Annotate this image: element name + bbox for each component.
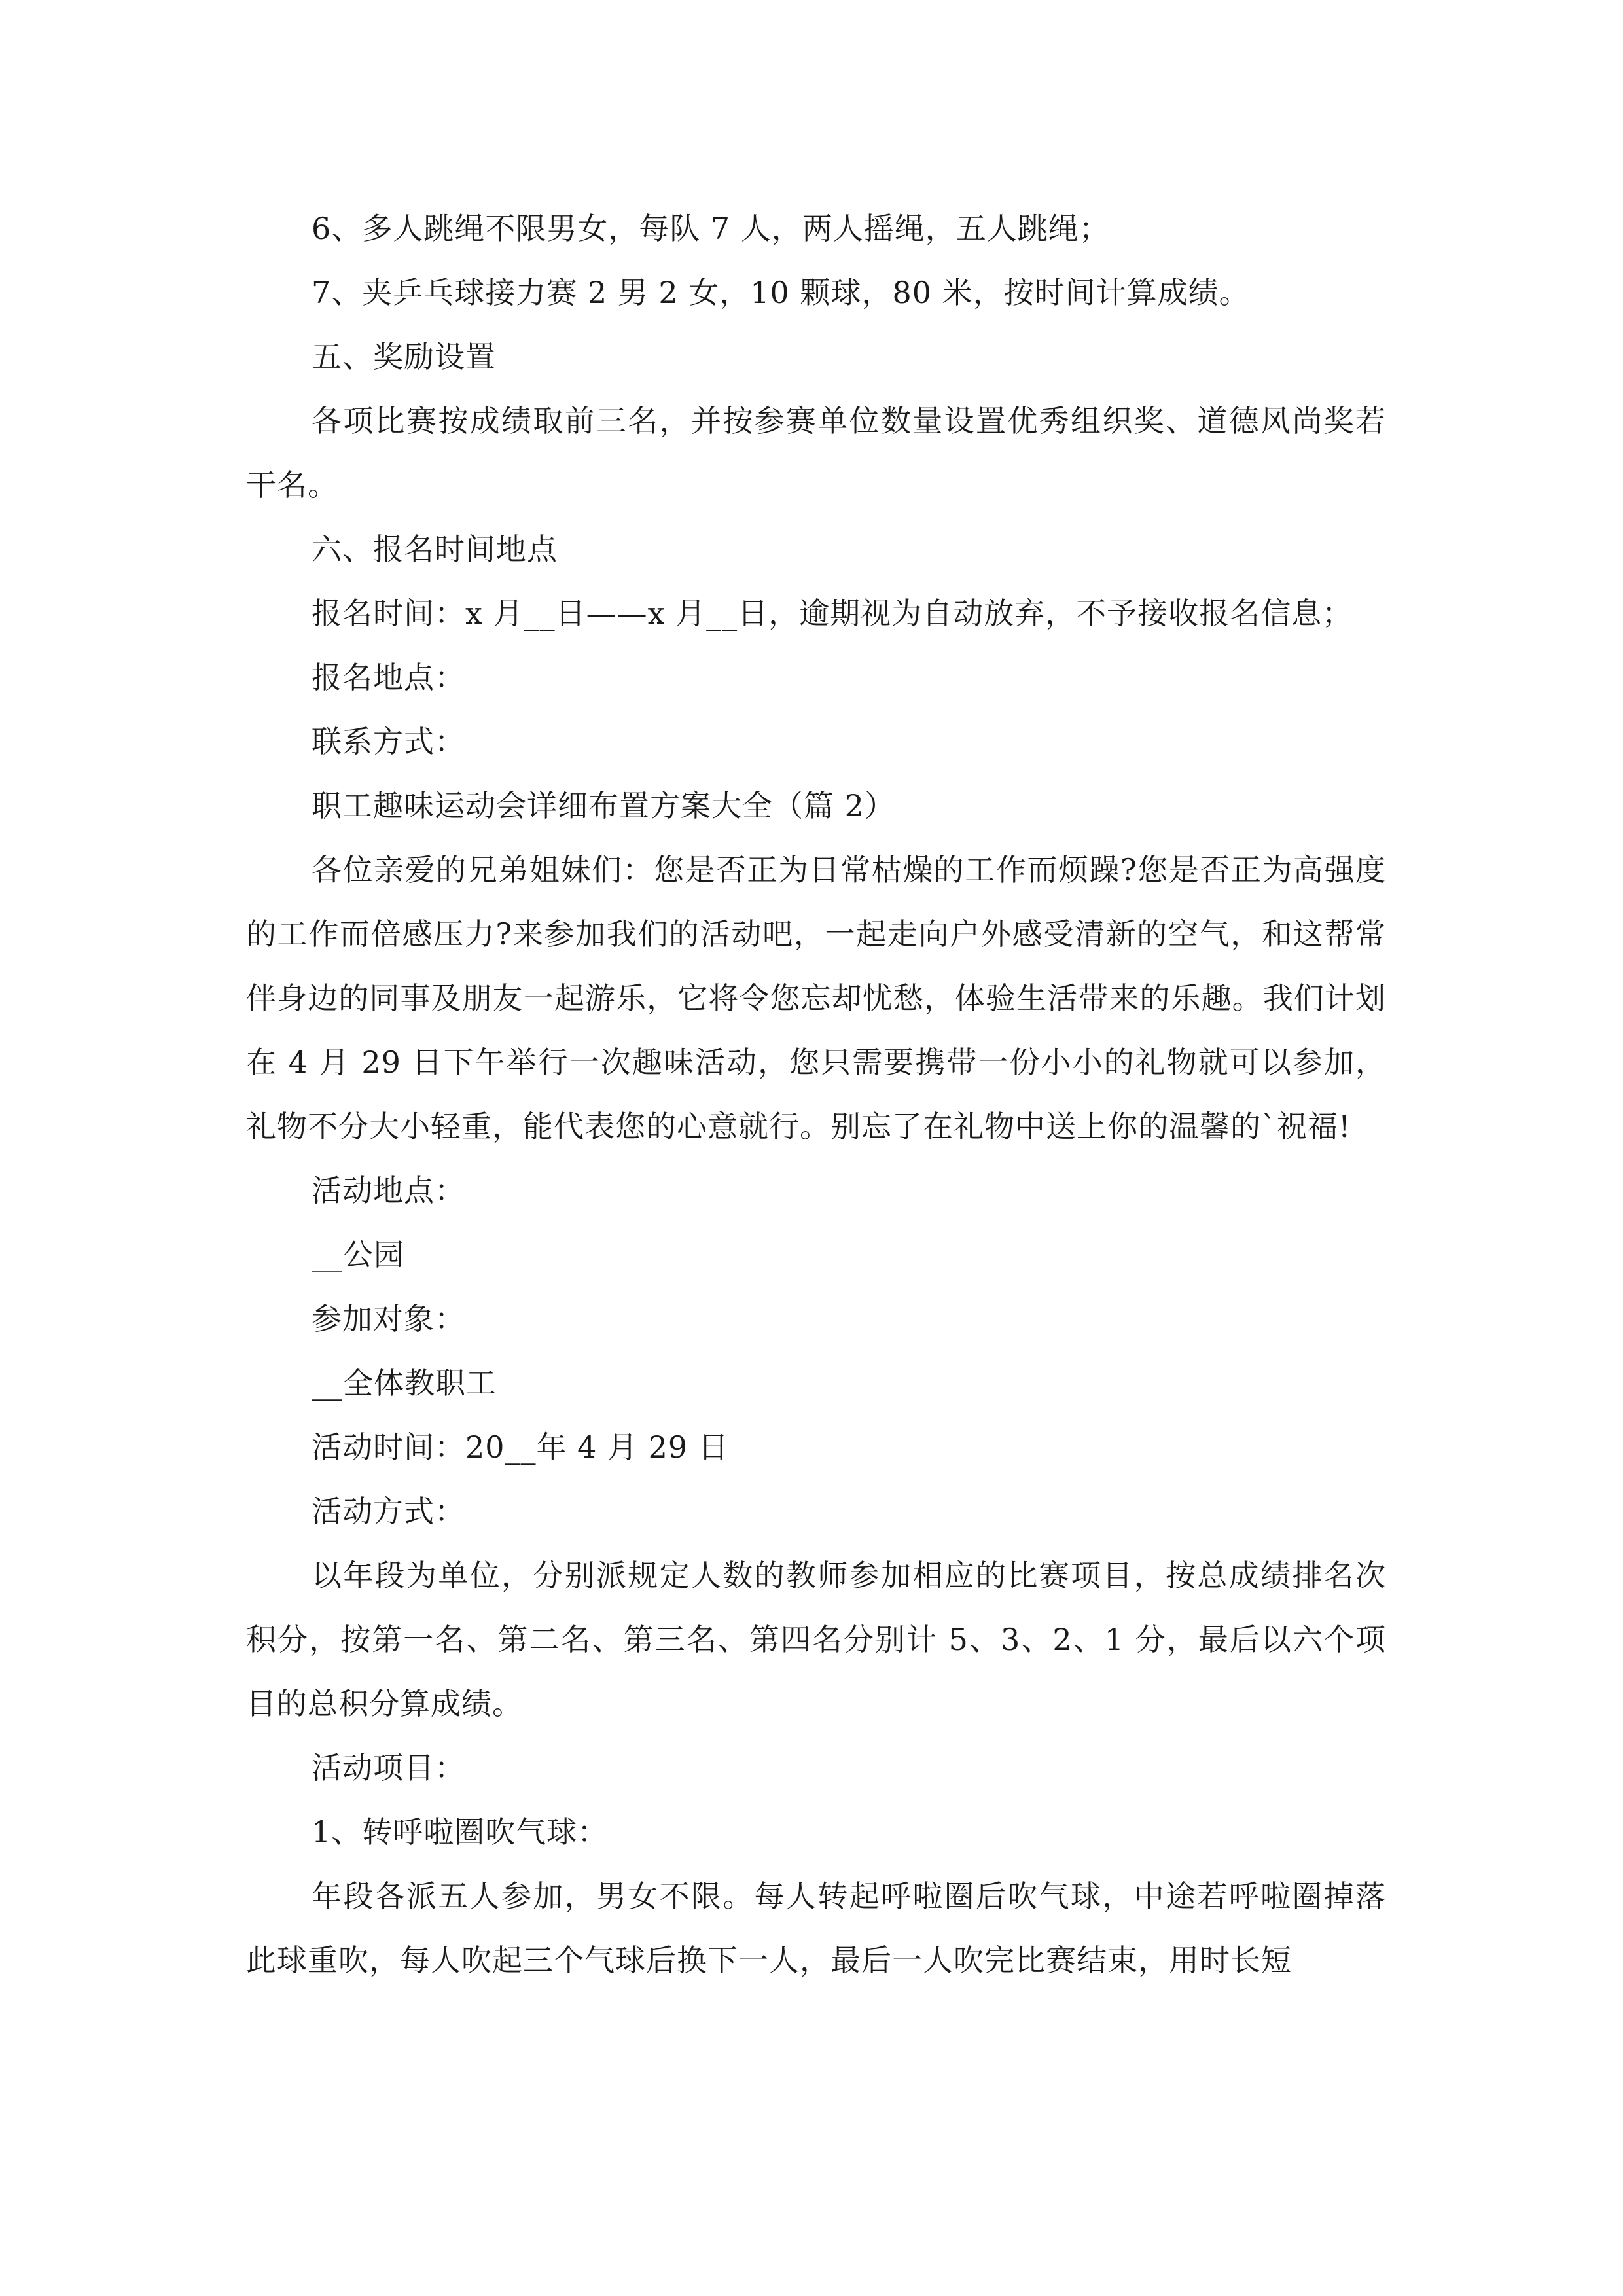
paragraph: 7、夹乒乓球接力赛 2 男 2 女，10 颗球，80 米，按时间计算成绩。 (312, 275, 1250, 310)
paragraph: 活动时间：20__年 4 月 29 日 (312, 1429, 729, 1465)
section-heading: 五、奖励设置 (312, 339, 496, 374)
paragraph: 报名时间：x 月__日——x 月__日，逾期视为自动放弃，不予接收报名信息； (312, 596, 1353, 631)
paragraph: 6、多人跳绳不限男女，每队 7 人，两人摇绳，五人跳绳； (312, 211, 1110, 246)
article-title: 职工趣味运动会详细布置方案大全（篇 2） (312, 788, 895, 823)
paragraph: 以年段为单位，分别派规定人数的教师参加相应的比赛项目，按总成绩排名次积分，按第一名、第二名、第三名、第四名分别计 5、3、2、1 分，最后以六个项目的总积分算成绩。 (246, 1558, 1386, 1721)
paragraph: 各位亲爱的兄弟姐妹们：您是否正为日常枯燥的工作而烦躁?您是否正为高强度的工作而倍感压力?来参加我们的活动吧，一起走向户外感受清新的空气，和这帮常伴身边的同事及朋友一起游乐，它将令您忘却忧愁，体验生活带来的乐趣。我们计划在 4 月 29 日下午举行一次趣味活动，您只需要携带一份小小的礼物就可以参加，礼物不分大小轻重，能代表您的心意就行。别忘了在礼物中送上你的温馨的`祝福! (246, 852, 1386, 1144)
paragraph: __公园 (312, 1237, 404, 1272)
paragraph: 1、转呼啦圈吹气球： (312, 1814, 609, 1850)
paragraph: 活动方式： (312, 1494, 465, 1529)
paragraph: 各项比赛按成绩取前三名，并按参赛单位数量设置优秀组织奖、道德风尚奖若干名。 (246, 403, 1386, 503)
paragraph: 联系方式： (312, 724, 465, 759)
paragraph: 活动项目： (312, 1750, 465, 1785)
paragraph: 活动地点： (312, 1173, 465, 1208)
paragraph: 年段各派五人参加，男女不限。每人转起呼啦圈后吹气球，中途若呼啦圈掉落此球重吹，每人吹起三个气球后换下一人，最后一人吹完比赛结束，用时长短 (246, 1878, 1386, 1978)
paragraph: 参加对象： (312, 1301, 465, 1336)
document-body (246, 196, 1386, 1992)
paragraph: 报名地点： (312, 660, 465, 695)
section-heading: 六、报名时间地点 (312, 531, 558, 567)
paragraph: __全体教职工 (312, 1365, 497, 1401)
